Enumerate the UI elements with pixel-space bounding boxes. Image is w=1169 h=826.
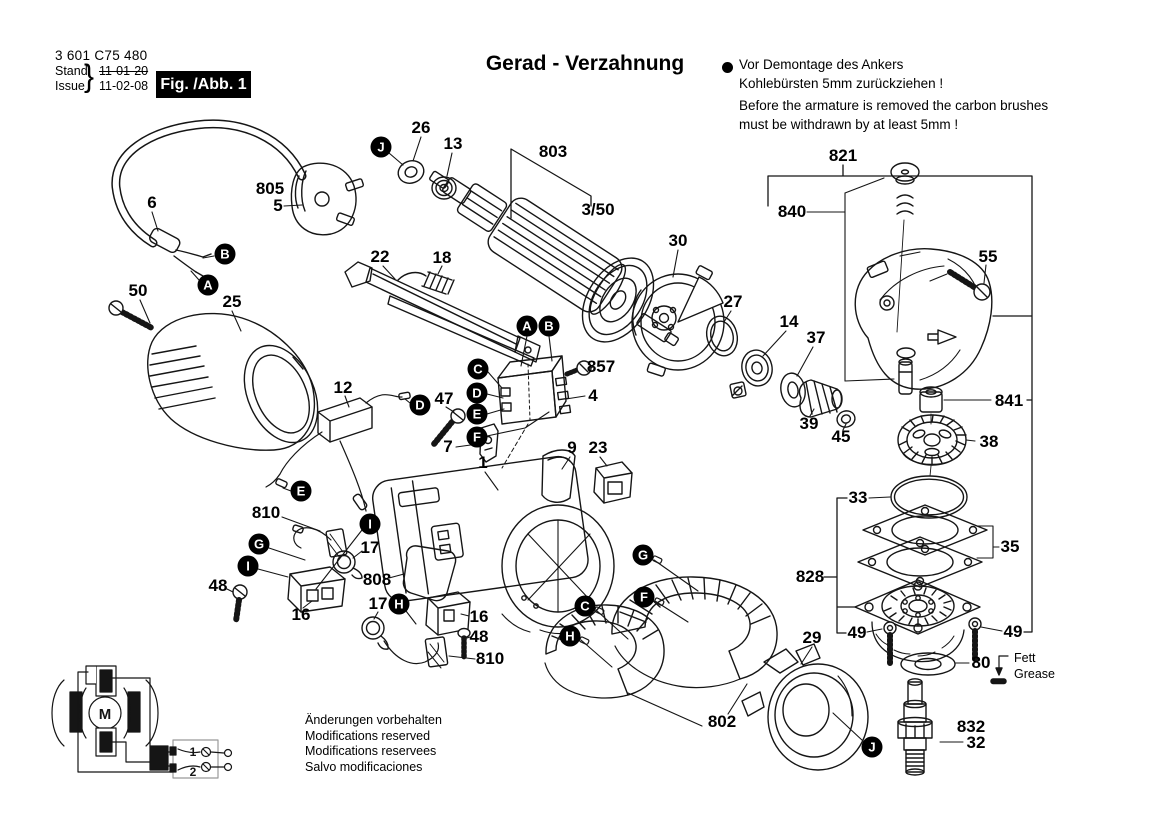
document-part-number: 3 601 C75 480 — [55, 48, 148, 63]
callout-B: B — [215, 244, 236, 265]
part-label-39: 39 — [799, 414, 819, 433]
callout-F: F — [634, 587, 655, 608]
part-spacer-841 — [920, 387, 942, 424]
schematic-terminal-2: 2 — [189, 765, 197, 779]
new-date: 11-02-08 — [99, 79, 149, 93]
callout-B: B — [539, 316, 560, 337]
old-date: 11-01-20 — [99, 64, 149, 78]
callout-A: A — [517, 316, 538, 337]
callout-J: J — [862, 737, 883, 758]
part-label-25: 25 — [222, 292, 242, 311]
part-brush-810-right — [384, 637, 448, 668]
note-english-line1: Before the armature is removed the carbon brushes — [739, 98, 1049, 113]
part-label-47: 47 — [434, 389, 454, 408]
part-screw-48-left — [233, 585, 247, 621]
part-label-6: 6 — [147, 193, 157, 212]
part-flange-bearing — [855, 580, 980, 662]
part-label-27: 27 — [723, 292, 743, 311]
part-label-32: 32 — [966, 733, 986, 752]
part-label-22: 22 — [370, 247, 390, 266]
callout-H: H — [389, 594, 410, 615]
part-label-26: 26 — [411, 118, 431, 137]
part-washer-80 — [901, 653, 955, 675]
part-label-23: 23 — [588, 438, 608, 457]
callout-G: G — [633, 545, 654, 566]
callout-E: E — [291, 481, 312, 502]
part-label-48: 48 — [208, 576, 228, 595]
part-label-18: 18 — [432, 248, 452, 267]
grease-mark — [991, 656, 1008, 684]
part-button-840 — [891, 163, 919, 332]
part-gear-38 — [898, 415, 966, 476]
callout-G: G — [249, 534, 270, 555]
part-label-3-50: 3/50 — [581, 200, 615, 219]
part-pinion-39 — [799, 380, 842, 417]
part-label-857: 857 — [586, 357, 616, 376]
part-label-80: 80 — [971, 653, 991, 672]
part-label-16: 16 — [469, 607, 489, 626]
callout-F: F — [467, 427, 488, 448]
note-english-line2: must be withdrawn by at least 5mm ! — [739, 117, 959, 132]
part-label-828: 828 — [795, 567, 825, 586]
part-label-810: 810 — [251, 503, 281, 522]
part-label-55: 55 — [978, 247, 998, 266]
part-label-16: 16 — [291, 605, 311, 624]
issue-label: Issue — [55, 79, 85, 93]
callout-C: C — [575, 596, 596, 617]
part-spindle-832-32 — [898, 679, 932, 775]
schematic-motor-label: M — [98, 706, 112, 723]
part-label-29: 29 — [802, 628, 822, 647]
modifications-line: Modifications reserved — [305, 728, 431, 743]
modifications-line: Modifications reservees — [305, 744, 437, 758]
part-label-7: 7 — [443, 437, 453, 456]
part-guard-29 — [742, 644, 868, 770]
part-label-38: 38 — [979, 432, 999, 451]
part-label-810: 810 — [475, 649, 505, 668]
part-cap-25 — [148, 314, 332, 454]
part-label-840: 840 — [777, 202, 807, 221]
part-screw-48-right — [458, 629, 470, 658]
part-label-808: 808 — [362, 570, 392, 589]
part-label-5: 5 — [273, 196, 283, 215]
part-switch-4 — [498, 356, 571, 424]
callout-A: A — [198, 275, 219, 296]
part-label-12: 12 — [333, 378, 353, 397]
part-label-832: 832 — [956, 717, 986, 736]
note-german-line1: Vor Demontage des Ankers — [739, 57, 904, 72]
part-plate-808 — [403, 546, 455, 601]
grease-label-de: Fett — [1014, 651, 1036, 665]
schematic-terminal-1: 1 — [189, 745, 197, 759]
part-screw-49-left — [884, 622, 896, 663]
part-screw-55 — [930, 272, 990, 300]
part-label-14: 14 — [779, 312, 799, 331]
part-label-805: 805 — [255, 179, 285, 198]
part-label-821: 821 — [828, 146, 858, 165]
part-label-48: 48 — [469, 627, 489, 646]
part-suppressor-12 — [266, 392, 410, 511]
part-label-803: 803 — [538, 142, 568, 161]
part-label-1: 1 — [478, 453, 488, 472]
part-label-13: 13 — [443, 134, 463, 153]
note-german-line2: Kohlebürsten 5mm zurückziehen ! — [739, 76, 944, 91]
part-label-50: 50 — [128, 281, 148, 300]
callout-D: D — [410, 395, 431, 416]
part-label-17: 17 — [368, 594, 388, 613]
part-label-33: 33 — [848, 488, 868, 507]
callout-D: D — [467, 383, 488, 404]
callout-I: I — [238, 556, 259, 577]
callout-H: H — [560, 626, 581, 647]
brace-glyph: } — [84, 59, 95, 94]
part-label-841: 841 — [994, 391, 1024, 410]
motor-schematic — [52, 666, 232, 779]
part-key — [730, 382, 747, 399]
part-label-49: 49 — [1003, 622, 1023, 641]
part-label-35: 35 — [1000, 537, 1020, 556]
callout-C: C — [468, 359, 489, 380]
figure-label-box: Fig. /Abb. 1 — [156, 71, 251, 98]
part-label-17: 17 — [360, 538, 380, 557]
stand-label: Stand — [55, 64, 88, 78]
grease-label-en: Grease — [1014, 667, 1055, 681]
part-label-9: 9 — [567, 438, 577, 457]
part-screw-50 — [109, 301, 152, 328]
part-spring-18 — [422, 272, 454, 294]
part-clip-23 — [594, 462, 632, 503]
callout-J: J — [371, 137, 392, 158]
part-label-45: 45 — [831, 427, 851, 446]
part-label-30: 30 — [668, 231, 688, 250]
modifications-line: Salvo modificaciones — [305, 759, 423, 774]
part-cap-17-right — [362, 617, 388, 649]
callout-E: E — [467, 404, 488, 425]
part-label-37: 37 — [806, 328, 826, 347]
part-label-802: 802 — [707, 712, 737, 731]
part-lever-22 — [345, 262, 540, 366]
page-title: Gerad - Verzahnung — [485, 52, 685, 75]
part-label-49: 49 — [847, 623, 867, 642]
part-label-4: 4 — [588, 386, 598, 405]
part-gearhead-housing — [855, 249, 992, 389]
modifications-line: Änderungen vorbehalten — [305, 713, 442, 727]
callout-I: I — [360, 514, 381, 535]
part-washer-37 — [778, 371, 808, 409]
